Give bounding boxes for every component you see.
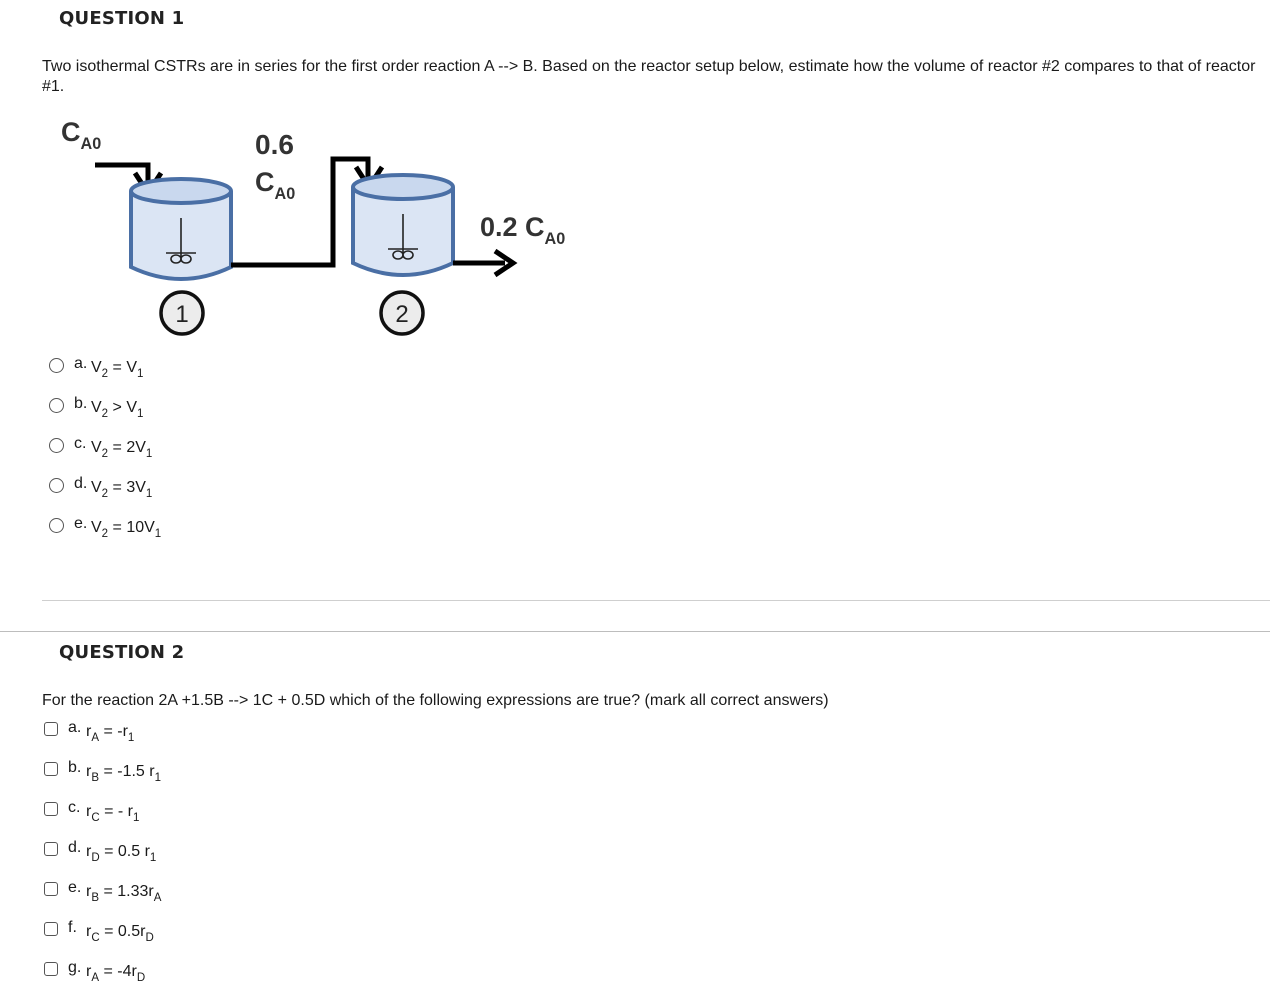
divider-2: [0, 631, 1270, 632]
inlet-concentration-label: $C_{A0}$: [61, 117, 102, 153]
option-letter: g.: [68, 959, 82, 976]
checkbox[interactable]: [44, 802, 58, 816]
reactor-2-number: 2: [395, 301, 409, 328]
radio-button[interactable]: [49, 358, 64, 373]
question-2-title: QUESTION 2: [59, 642, 185, 663]
reactor-diagram: [55, 115, 615, 340]
option-expression: $r_B = -1.5$ $r_1$: [86, 763, 161, 784]
option-letter: c.: [74, 435, 87, 452]
checkbox[interactable]: [44, 962, 58, 976]
reactor-1-number: 1: [175, 301, 189, 328]
reactor-2-tank: [353, 175, 453, 275]
option-letter: c.: [68, 799, 81, 816]
option-letter: b.: [68, 759, 82, 776]
intermediate-concentration-label: $C_{A0}$: [255, 167, 296, 203]
option-letter: b.: [74, 395, 88, 412]
option-expression: $V_2 > V_1$: [91, 399, 144, 420]
option-expression: $r_C = 0.5r_D$: [86, 923, 154, 944]
connecting-pipe: [231, 159, 368, 265]
question-1-text: Two isothermal CSTRs are in series for the first order reaction A --> B. Based on the reactor setup below, estimate how the volume of reactor #2 compares to that of reactor #1.: [42, 58, 1256, 95]
option-expression: $V_2 = 10V_1$: [91, 519, 162, 540]
divider-1: [42, 600, 1270, 601]
radio-button[interactable]: [49, 398, 64, 413]
checkbox[interactable]: [44, 842, 58, 856]
radio-button[interactable]: [49, 438, 64, 453]
option-letter: d.: [74, 475, 88, 492]
question-1-title: QUESTION 1: [59, 8, 185, 29]
option-expression: $r_A = -r_1$: [86, 723, 135, 744]
question-2-text: For the reaction 2A +1.5B --> 1C + 0.5D which of the following expressions are true? (mark all correct answers): [42, 692, 829, 709]
option-expression: $V_2 = 2V_1$: [91, 439, 153, 460]
checkbox[interactable]: [44, 922, 58, 936]
checkbox[interactable]: [44, 882, 58, 896]
option-letter: d.: [68, 839, 82, 856]
option-expression: $V_2 = 3V_1$: [91, 479, 153, 500]
checkbox[interactable]: [44, 762, 58, 776]
option-expression: $V_2 = V_1$: [91, 359, 144, 380]
option-letter: e.: [74, 515, 88, 532]
intermediate-concentration-value: 0.6: [255, 129, 294, 160]
option-letter: a.: [68, 719, 82, 736]
option-expression: $r_C$ = - $r_1$: [86, 803, 140, 824]
option-letter: a.: [74, 355, 88, 372]
option-expression: $r_B = 1.33r_A$: [86, 883, 162, 904]
option-letter: e.: [68, 879, 82, 896]
option-letter: f.: [68, 919, 77, 936]
checkbox[interactable]: [44, 722, 58, 736]
option-expression: $r_D = 0.5$ $r_1$: [86, 843, 157, 864]
reactor-1-tank: [131, 179, 231, 279]
radio-button[interactable]: [49, 518, 64, 533]
option-expression: $r_A = -4r_D$: [86, 963, 146, 984]
outlet-concentration-label: 0.2 $C_{A0}$: [480, 212, 566, 248]
radio-button[interactable]: [49, 478, 64, 493]
